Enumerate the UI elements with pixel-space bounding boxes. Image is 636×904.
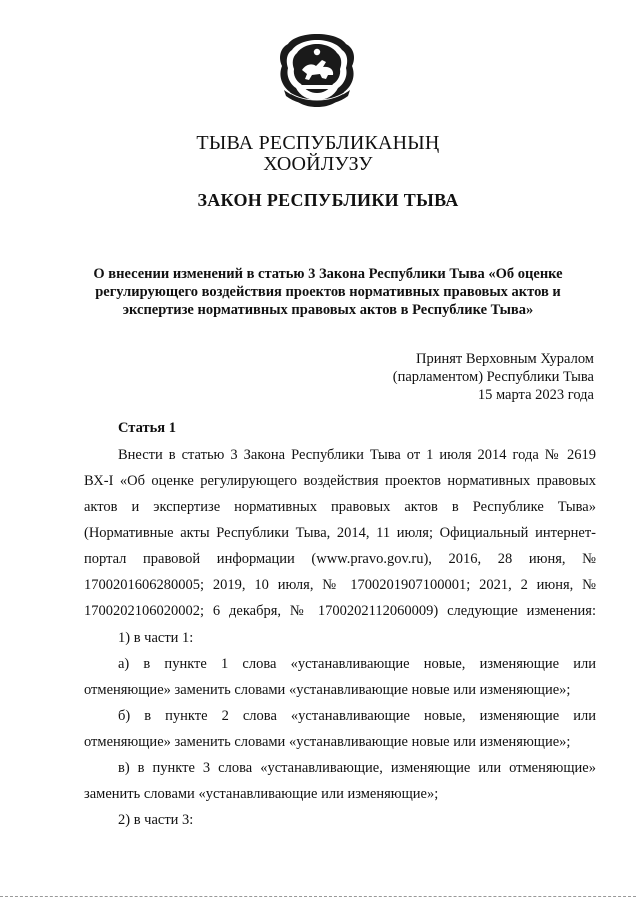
body-line: Внести в статью 3 Закона Республики Тыва от 1 июля 2014 года № 2619 bbox=[118, 447, 596, 463]
adoption-line1: Принят Верховным Хуралом bbox=[416, 351, 594, 367]
body-line: 1700201606280005; 2019, 10 июля, № 1700201907100001; 2021, 2 июня, № bbox=[84, 577, 596, 593]
body-line: в) в пункте 3 слова «устанавливающие, изменяющие или отменяющие» bbox=[118, 760, 596, 776]
body-line: отменяющие» заменить словами «устанавливающие новые или изменяющие»; bbox=[84, 682, 571, 698]
body-line: (Нормативные акты Республики Тыва, 2014, 11 июля; Официальный интернет- bbox=[84, 525, 596, 541]
adoption-date: 15 марта 2023 года bbox=[477, 387, 594, 403]
subject-line2: регулирующего воздействия проектов нормативных правовых актов и bbox=[95, 284, 561, 300]
subject-line1: О внесении изменений в статью 3 Закона Республики Тыва «Об оценке bbox=[93, 266, 563, 282]
subject-line3: экспертизе нормативных правовых актов в Республике Тыва» bbox=[122, 302, 534, 318]
body-line: б) в пункте 2 слова «устанавливающие новые, изменяющие или bbox=[118, 708, 596, 724]
body-line: 1700202106020002; 6 декабря, № 1700202112060009) следующие изменения: bbox=[84, 603, 596, 619]
list-item: 1) в части 1: bbox=[118, 630, 194, 646]
article-title: Статья 1 bbox=[118, 420, 176, 436]
body-line: заменить словами «устанавливающие или изменяющие»; bbox=[84, 786, 439, 802]
list-item: 2) в части 3: bbox=[118, 812, 194, 828]
body-line: ВХ-I «Об оценке регулирующего воздействия проектов нормативных правовых bbox=[84, 473, 596, 489]
law-title: ЗАКОН РЕСПУБЛИКИ ТЫВА bbox=[197, 190, 459, 210]
page-edge-divider bbox=[0, 896, 636, 898]
tuvan-heading-line2: ХООЙЛУЗУ bbox=[263, 153, 373, 175]
body-line: портал правовой информации (www.pravo.gov.ru), 2016, 28 июня, № bbox=[84, 551, 596, 567]
body-line: актов и экспертизе нормативных правовых актов в Республике Тыва» bbox=[84, 499, 596, 515]
body-line: отменяющие» заменить словами «устанавливающие новые или изменяющие»; bbox=[84, 734, 571, 750]
coat-of-arms-emblem bbox=[276, 30, 358, 110]
adoption-line2: (парламентом) Республики Тыва bbox=[392, 369, 594, 385]
body-line: а) в пункте 1 слова «устанавливающие новые, изменяющие или bbox=[118, 656, 596, 672]
tuvan-heading-line1: ТЫВА РЕСПУБЛИКАНЫҢ bbox=[196, 132, 440, 154]
